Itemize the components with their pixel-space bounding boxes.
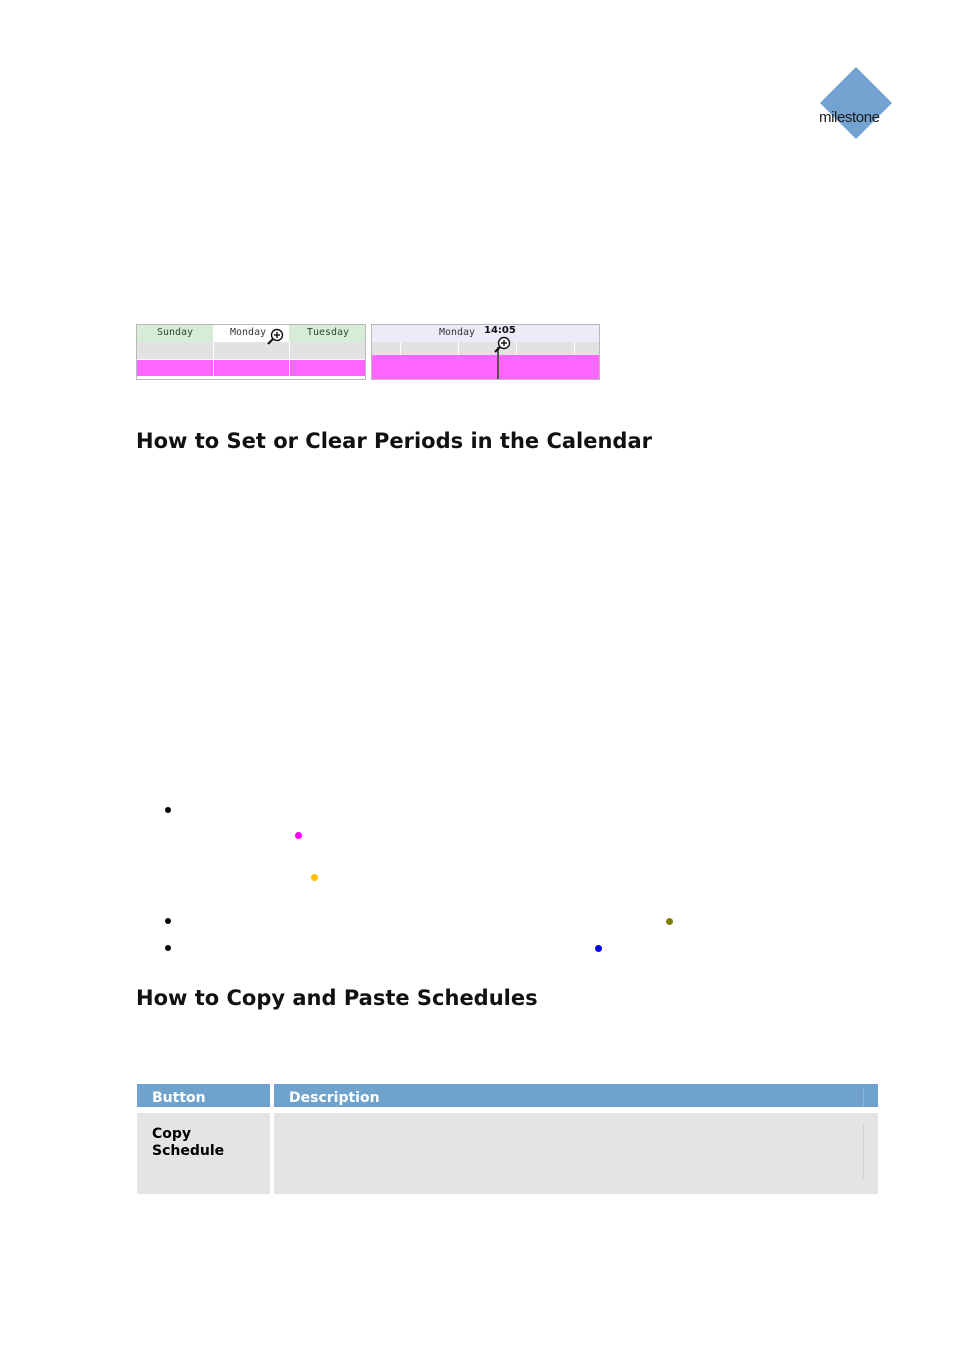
table-row-cell-description: [274, 1113, 878, 1194]
table-header-description: Description: [274, 1084, 878, 1107]
column-divider: [458, 342, 459, 356]
table-header-button: Button: [137, 1084, 270, 1107]
magenta-dot-icon: [295, 832, 302, 839]
day-header-sunday: Sunday: [137, 325, 213, 342]
zoom-in-icon: [266, 328, 284, 346]
recording-period-bar: [137, 360, 365, 376]
calendar-week-screenshot: [136, 324, 366, 380]
diamond-logo-icon: [816, 66, 896, 142]
day-header-monday: Monday: [213, 325, 289, 342]
day-header-tuesday: Tuesday: [289, 325, 366, 342]
day-header-monday: Monday: [438, 327, 476, 338]
milestone-logo: [816, 66, 896, 142]
column-divider: [574, 342, 575, 356]
column-divider: [289, 342, 290, 380]
section-heading-copy-paste: How to Copy and Paste Schedules: [136, 986, 538, 1010]
bullet-marker: [165, 945, 171, 951]
bullet-marker: [165, 918, 171, 924]
yellow-dot-icon: [311, 874, 318, 881]
olive-dot-icon: [666, 918, 673, 925]
column-divider: [213, 342, 214, 380]
logo-text: milestone: [819, 109, 880, 126]
calendar-gray-row: [137, 342, 365, 359]
time-label: 14:05: [484, 325, 516, 336]
table-row-cell-button: [137, 1113, 270, 1194]
header-divider: [863, 1088, 864, 1107]
recording-period-bar: [372, 355, 599, 380]
section-heading-set-clear: How to Set or Clear Periods in the Calendar: [136, 429, 652, 453]
calendar-day-screenshot: [371, 324, 600, 380]
copy-schedule-label: Copy Schedule: [152, 1126, 225, 1159]
blue-dot-icon: [595, 945, 602, 952]
column-divider: [400, 342, 401, 356]
column-divider: [516, 342, 517, 356]
row-divider: [863, 1124, 864, 1179]
bullet-marker: [165, 807, 171, 813]
zoom-in-icon: [493, 336, 511, 354]
